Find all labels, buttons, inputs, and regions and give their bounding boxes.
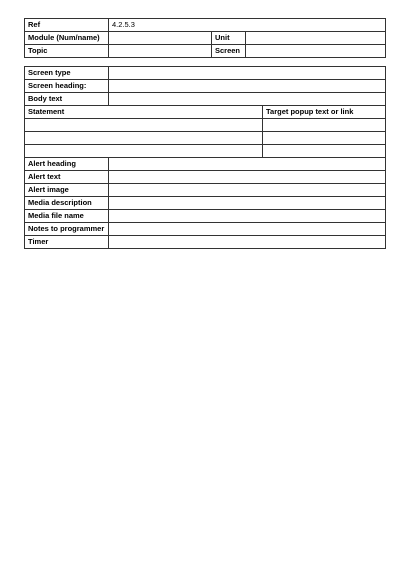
screen-heading-label: Screen heading:	[25, 80, 109, 93]
screen-label: Screen	[212, 45, 246, 58]
alert-image-row	[25, 184, 386, 197]
screen-spec-table	[24, 66, 386, 249]
media-description-value	[109, 197, 386, 210]
timer-row	[25, 236, 386, 249]
media-description-label: Media description	[25, 197, 109, 210]
module-row	[25, 32, 386, 45]
statement-cell	[25, 145, 263, 158]
screen-heading-row	[25, 80, 386, 93]
target-cell	[263, 119, 386, 132]
notes-label: Notes to programmer	[25, 223, 109, 236]
target-cell	[263, 132, 386, 145]
alert-text-row	[25, 171, 386, 184]
timer-value	[109, 236, 386, 249]
alert-heading-label: Alert heading	[25, 158, 109, 171]
statement-row	[25, 145, 386, 158]
target-cell	[263, 145, 386, 158]
body-text-value	[109, 93, 386, 106]
topic-label: Topic	[25, 45, 109, 58]
media-description-row	[25, 197, 386, 210]
screen-heading-value	[109, 80, 386, 93]
statement-row	[25, 119, 386, 132]
statement-cell	[25, 132, 263, 145]
ref-label: Ref	[25, 19, 109, 32]
target-label: Target popup text or link	[263, 106, 386, 119]
notes-row	[25, 223, 386, 236]
alert-heading-value	[109, 158, 386, 171]
topic-value	[109, 45, 212, 58]
header-info-table	[24, 18, 386, 58]
alert-image-label: Alert image	[25, 184, 109, 197]
alert-text-label: Alert text	[25, 171, 109, 184]
module-value	[109, 32, 212, 45]
body-text-label: Body text	[25, 93, 109, 106]
screen-type-row	[25, 67, 386, 80]
module-label: Module (Num/name)	[25, 32, 109, 45]
timer-label: Timer	[25, 236, 109, 249]
topic-row	[25, 45, 386, 58]
alert-heading-row	[25, 158, 386, 171]
unit-value	[246, 32, 386, 45]
statement-cell	[25, 119, 263, 132]
statement-row	[25, 132, 386, 145]
statement-label: Statement	[25, 106, 263, 119]
media-file-name-row	[25, 210, 386, 223]
body-text-row	[25, 93, 386, 106]
screen-value	[246, 45, 386, 58]
notes-value	[109, 223, 386, 236]
screen-type-label: Screen type	[25, 67, 109, 80]
alert-text-value	[109, 171, 386, 184]
screen-type-value	[109, 67, 386, 80]
ref-row	[25, 19, 386, 32]
unit-label: Unit	[212, 32, 246, 45]
media-file-name-label: Media file name	[25, 210, 109, 223]
alert-image-value	[109, 184, 386, 197]
ref-value: 4.2.5.3	[109, 19, 386, 32]
media-file-name-value	[109, 210, 386, 223]
statement-header-row	[25, 106, 386, 119]
